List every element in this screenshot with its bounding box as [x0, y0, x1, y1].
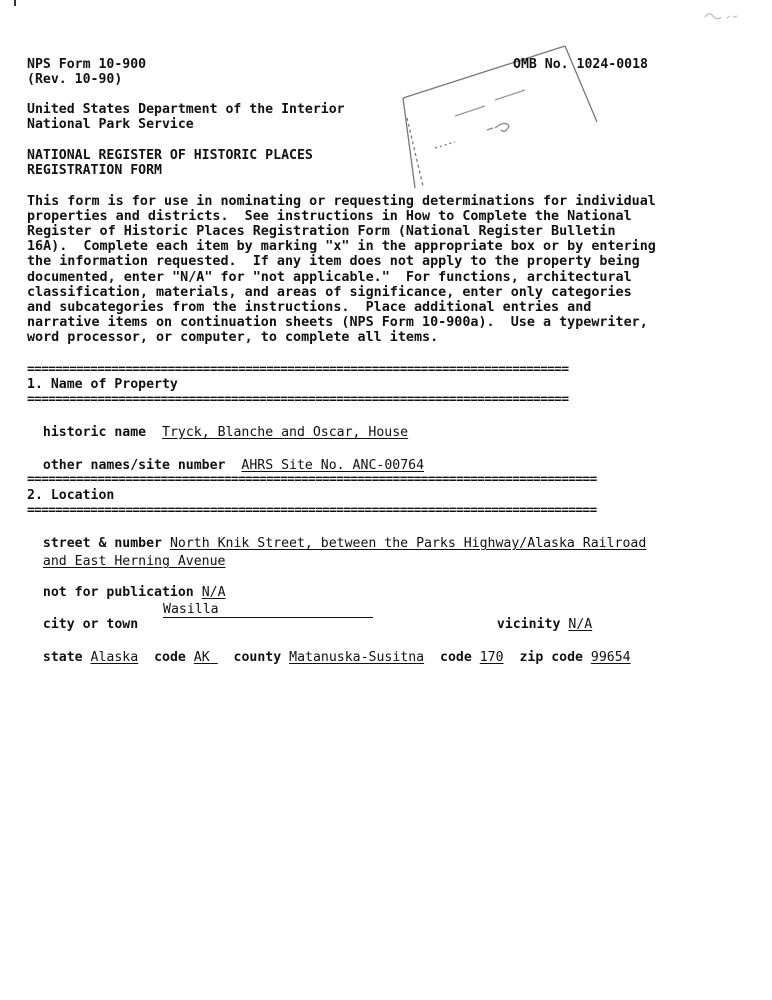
city-field — [163, 602, 373, 618]
section-separator: ================================================================================= — [27, 502, 597, 517]
historic-name-row — [27, 410, 408, 440]
vicinity-label: vicinity — [496, 617, 561, 632]
other-names-label: other names/site number — [42, 458, 226, 473]
form-number: NPS Form 10-900 — [27, 57, 147, 72]
section-separator: ================================================================================= — [27, 471, 597, 486]
instructions-line: and subcategories from the instructions. Place additional entries and — [27, 299, 592, 315]
corner-scribble — [703, 8, 743, 22]
not-for-publication-value: N/A — [201, 585, 226, 600]
service-name: National Park Service — [27, 117, 194, 132]
register-title: NATIONAL REGISTER OF HISTORIC PLACES — [27, 148, 313, 163]
not-for-publication-label: not for publication — [42, 585, 194, 600]
street-row-continued — [27, 539, 226, 569]
city-label: city or town — [42, 617, 139, 632]
county-code-label: code — [440, 650, 472, 665]
vicinity-group — [481, 602, 592, 632]
state-code-label: code — [154, 650, 186, 665]
section-2-title: 2. Location — [27, 488, 115, 503]
instructions-line: documented, enter "N/A" for "not applicable." For functions, architectural — [27, 269, 632, 285]
form-revision: (Rev. 10-90) — [27, 72, 123, 87]
state-value: Alaska — [90, 650, 139, 665]
instructions-line: the information requested. If any item does not apply to the property being — [27, 254, 640, 270]
historic-name-value: Tryck, Blanche and Oscar, House — [162, 425, 409, 440]
instructions-line: This form is for use in nominating or requesting determinations for individual — [27, 194, 656, 209]
zip-label: zip code — [519, 650, 583, 665]
section-separator: ============================================================================= — [27, 361, 569, 376]
instructions-line: properties and districts. See instructions in How to Complete the National — [27, 209, 632, 225]
corner-tick-mark — [14, 0, 16, 6]
other-names-value: AHRS Site No. ANC-00764 — [241, 458, 425, 473]
instructions-line: 16A). Complete each item by marking "x" in the appropriate box or by entering — [27, 239, 656, 255]
instructions-line: Register of Historic Places Registration Form (National Register Bulletin — [27, 224, 616, 240]
instructions-line: narrative items on continuation sheets (NPS Form 10-900a). Use a typewriter, — [27, 314, 648, 330]
state-row — [27, 635, 631, 665]
omb-number: OMB No. 1024-0018 — [513, 57, 648, 72]
state-code-value: AK — [193, 650, 210, 665]
historic-name-label: historic name — [42, 425, 147, 440]
city-value: Wasilla — [163, 602, 219, 617]
section-separator: ============================================================================= — [27, 391, 569, 406]
street-value-line2: and East Herning Avenue — [42, 554, 226, 569]
street-label: street & number — [42, 536, 162, 551]
street-value-line1: North Knik Street, between the Parks Highway/Alaska Railroad — [169, 536, 647, 551]
county-code-value: 170 — [479, 650, 504, 665]
county-label: county — [233, 650, 282, 665]
city-row — [27, 602, 138, 632]
instructions-line: classification, materials, and areas of significance, enter only categories — [27, 284, 632, 300]
county-value: Matanuska-Susitna — [289, 650, 425, 665]
vicinity-value: N/A — [568, 617, 593, 632]
other-names-row — [27, 443, 424, 473]
instructions-line: word processor, or computer, to complete all items. — [27, 329, 439, 345]
state-label: state — [42, 650, 83, 665]
form-title: REGISTRATION FORM — [27, 163, 162, 178]
section-1-title: 1. Name of Property — [27, 377, 178, 392]
zip-value: 99654 — [590, 650, 631, 665]
department-name: United States Department of the Interior — [27, 102, 345, 117]
not-for-publication-row — [27, 570, 226, 600]
